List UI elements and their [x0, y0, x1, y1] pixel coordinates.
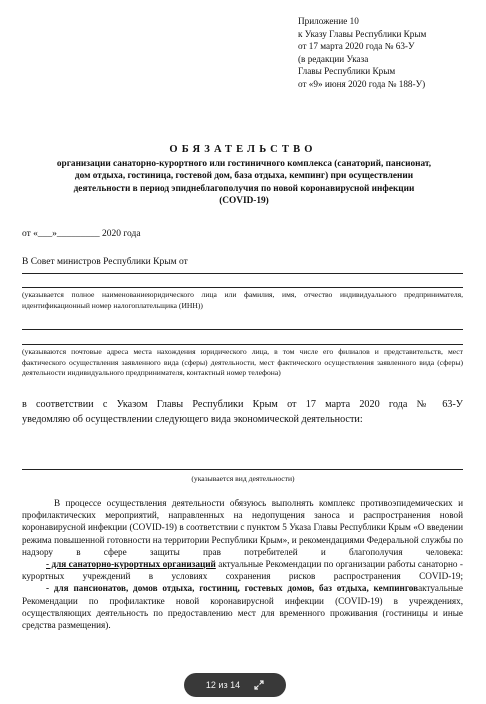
subtitle-line: (COVID-19)	[219, 196, 269, 207]
bullet-sanatorium	[22, 558, 463, 582]
notify-text	[22, 398, 463, 427]
fill-line	[22, 469, 463, 470]
appendix-line: Главы Республики Крым	[298, 66, 396, 77]
hint-activity: (указывается вид деятельности)	[191, 474, 295, 483]
paragraph-text: В процессе осуществления деятельности обязуюсь выполнять комплекс противоэпидемических и профилактических мероприятий, направленных на недопущения заноса и распространения новой коронавирусной инфекции (COVID-19) в соответствии с пунктом 5 Указа Главы Республики Крым «О введении режима повышенной готовности на территории Республики Крым», и рекомендациями Федеральной службы по надзору в сфере защиты прав потребителей и благополучия человека:	[22, 498, 463, 557]
document-subtitle	[24, 158, 464, 208]
bullet-heading: - для санаторно-курортных организаций	[46, 559, 216, 570]
subtitle-line: дом отдыха, гостиница, гостевой дом, база отдыха, кемпинг) при осуществлении	[74, 171, 414, 182]
page-counter[interactable]	[184, 673, 286, 697]
fill-line	[22, 344, 463, 345]
appendix-line: (в редакции Указа	[298, 53, 369, 64]
council-line: В Совет министров Республики Крым от	[22, 257, 188, 267]
date-line: от «___»_________ 2020 года	[22, 229, 141, 239]
paragraph	[22, 497, 463, 558]
bullet-text: актуальные Рекомендации по профилактике новой коронавирусной инфекции (COVID-19) в учреждениях, осуществляющих деятельность по предоставлению мест для временного проживания (гостиницы и иные средства размещения).	[22, 583, 463, 631]
hint-org-name: (указывается полное наименованиеюридического лица или фамилия, имя, отчество индивидуального предпринимателя, идентификационный номер налогоплательщика (ИНН))	[22, 290, 463, 310]
subtitle-line: организации санаторно-курортного или гостиничного комплекса (санаторий, пансионат,	[56, 159, 432, 169]
fill-line	[22, 329, 463, 330]
page-counter-label: 12 из 14	[205, 680, 241, 690]
fill-line	[22, 287, 463, 288]
appendix-line: от 17 марта 2020 года № 63-У	[298, 41, 415, 52]
appendix-line: от «9» июня 2020 года № 188-У)	[298, 78, 426, 89]
hint-addresses: (указываются почтовые адреса места нахождения юридического лица, в том числе его филиалов и представительств, мест фактического осуществления заявленного вида (сферы) деятельности, мест фактического осуществления заявленного вида (сферы) деятельности индивидуального предпринимателя, контактный номер телефона)	[22, 347, 463, 378]
notify-line: уведомляю об осуществлении следующего вида экономической деятельности:	[22, 413, 363, 425]
bullet-heading: - для пансионатов, домов отдыха, гостиниц, гостевых домов, баз отдыха, кемпингов	[46, 583, 419, 594]
fill-line	[22, 273, 463, 274]
appendix-block	[298, 15, 478, 91]
bullet-text: актуальные Рекомендации по организации работы санаторно - курортных учреждений в условиях сохранения рисков распространения COVID-19;	[22, 559, 463, 582]
appendix-line: Приложение 10	[298, 16, 359, 26]
bullet-hotels	[22, 582, 463, 631]
subtitle-line: деятельности в период эпиднеблагополучия по новой коронавирусной инфекции	[73, 183, 415, 194]
document-title: ОБЯЗАТЕЛЬСТВО	[169, 144, 317, 155]
notify-line: в соответствии с Указом Главы Республики Крым от 17 марта 2020 года № 63-У	[22, 399, 463, 410]
obligation-text	[22, 497, 463, 631]
expand-icon[interactable]	[254, 680, 264, 690]
appendix-line: к Указу Главы Республики Крым	[298, 28, 427, 39]
